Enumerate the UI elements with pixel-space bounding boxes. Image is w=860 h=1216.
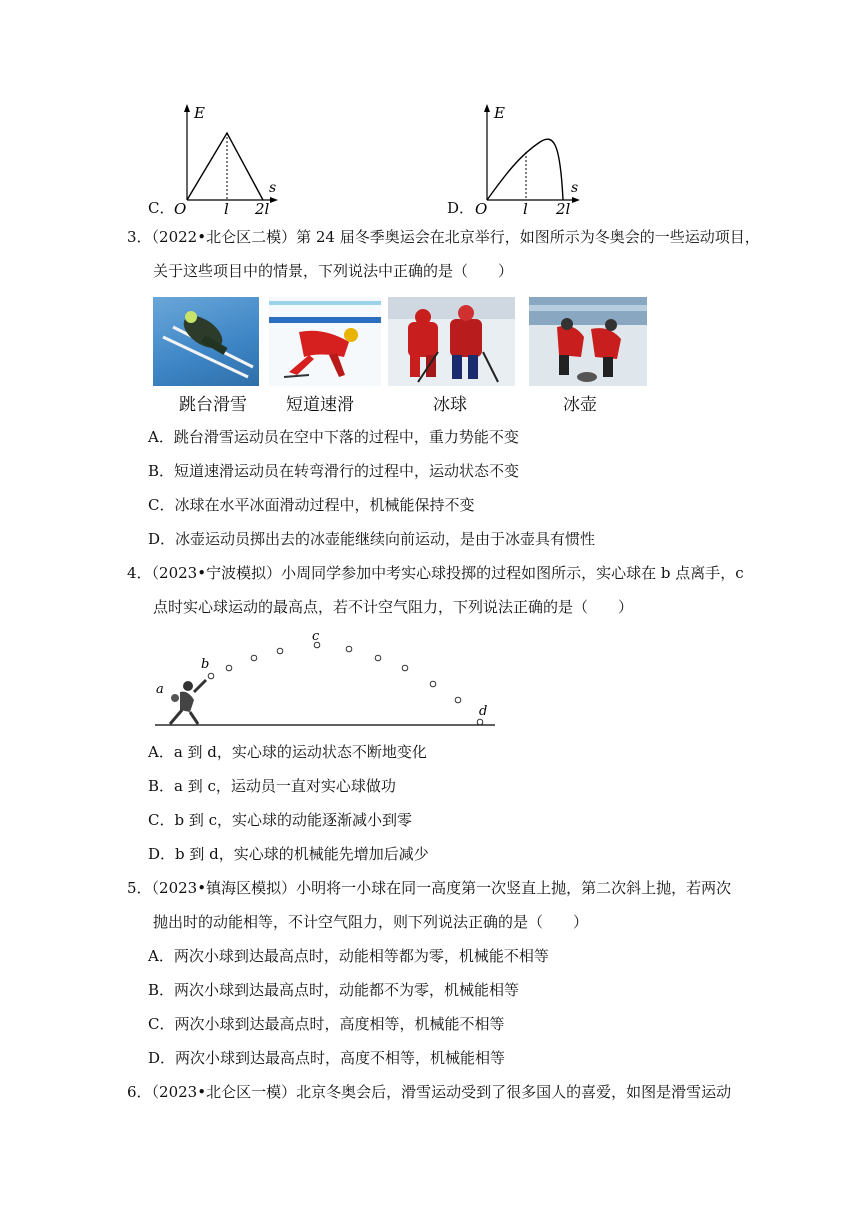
question-4-stem: 小周同学参加中考实心球投掷的过程如图所示，实心球在 b 点离手，c (281, 564, 744, 582)
graph-option-c (145, 100, 285, 218)
question-4-line-2: 点时实心球运动的最高点，若不计空气阻力，下列说法正确的是（ ） (153, 598, 634, 616)
question-6-stem: 北京冬奥会后，滑雪运动受到了很多国人的喜爱，如图是滑雪运动 (296, 1083, 732, 1101)
question-6-line-1 (127, 1082, 731, 1102)
question-3-number: 3． (127, 228, 152, 246)
tick-2l-d: 2l (556, 200, 571, 218)
question-4-line-1 (127, 563, 744, 583)
option-letter-c: C． (148, 199, 175, 217)
origin-label-d: O (475, 200, 488, 218)
question-5-line-1 (127, 878, 731, 898)
question-4-option-b[interactable]: B．a 到 c，运动员一直对实心球做功 (148, 777, 396, 795)
question-5-option-a[interactable]: A．两次小球到达最高点时，动能相等都为零，机械能不相等 (148, 947, 549, 965)
caption-short-track: 短道速滑 (286, 395, 354, 415)
question-3-source: （2022•北仑区二模） (151, 228, 297, 246)
question-3-option-a[interactable]: A．跳台滑雪运动员在空中下落的过程中，重力势能不变 (148, 428, 519, 446)
tick-l-c: l (224, 200, 229, 218)
question-6-source: （2023•北仑区一模） (151, 1083, 297, 1101)
label-a: a (156, 682, 164, 697)
question-3-option-b[interactable]: B．短道速滑运动员在转弯滑行的过程中，运动状态不变 (148, 462, 520, 480)
ski-jumping-photo (153, 297, 259, 386)
x-axis-label-d: s (571, 180, 579, 196)
shot-put-trajectory-figure (150, 630, 500, 730)
origin-label-c: O (174, 200, 187, 218)
question-3-option-d[interactable]: D．冰壶运动员掷出去的冰壶能继续向前运动，是由于冰壶具有惯性 (148, 530, 596, 548)
question-5-option-b[interactable]: B．两次小球到达最高点时，动能都不为零，机械能相等 (148, 981, 520, 999)
question-4-number: 4． (127, 564, 152, 582)
label-d: d (479, 704, 488, 719)
curling-photo (529, 297, 647, 386)
question-3-line-1 (127, 227, 760, 247)
tick-l-d: l (523, 200, 528, 218)
question-4-option-a[interactable]: A．a 到 d，实心球的运动状态不断地变化 (148, 743, 427, 761)
energy-graph-c (145, 100, 285, 218)
question-4-option-c[interactable]: C．b 到 c，实心球的动能逐渐减小到零 (148, 811, 413, 829)
caption-ice-hockey: 冰球 (433, 395, 467, 415)
option-letter-d: D． (447, 199, 475, 217)
question-5-option-c[interactable]: C．两次小球到达最高点时，高度相等，机械能不相等 (148, 1015, 505, 1033)
question-4-option-d[interactable]: D．b 到 d，实心球的机械能先增加后减少 (148, 845, 429, 863)
question-3-option-c[interactable]: C．冰球在水平冰面滑动过程中，机械能保持不变 (148, 496, 475, 514)
ice-hockey-photo (388, 297, 515, 386)
caption-curling: 冰壶 (563, 395, 597, 415)
y-axis-label-d: E (494, 104, 505, 122)
question-5-stem: 小明将一小球在同一高度第一次竖直上抛，第二次斜上抛，若两次 (296, 879, 732, 897)
question-4-source: （2023•宁波模拟） (151, 564, 282, 582)
label-c: c (312, 630, 320, 644)
energy-graph-d (445, 100, 590, 218)
question-5-number: 5． (127, 879, 152, 897)
question-6-number: 6． (127, 1083, 152, 1101)
short-track-skating-photo (269, 297, 381, 386)
x-axis-label-c: s (269, 180, 277, 196)
athlete-figure (170, 680, 206, 724)
caption-ski-jumping: 跳台滑雪 (179, 395, 247, 415)
question-5-option-d[interactable]: D．两次小球到达最高点时，高度不相等，机械能相等 (148, 1049, 506, 1067)
question-5-line-2: 抛出时的动能相等，不计空气阻力，则下列说法正确的是（ ） (153, 913, 589, 931)
question-3-stem: 第 24 届冬季奥运会在北京举行，如图所示为冬奥会的一些运动项目， (296, 228, 760, 246)
tick-2l-c: 2l (255, 200, 270, 218)
question-3-line-2: 关于这些项目中的情景，下列说法中正确的是（ ） (153, 262, 514, 280)
label-b: b (201, 657, 210, 672)
y-axis-label-c: E (194, 104, 205, 122)
graph-option-d (445, 100, 590, 218)
question-5-source: （2023•镇海区模拟） (151, 879, 297, 897)
